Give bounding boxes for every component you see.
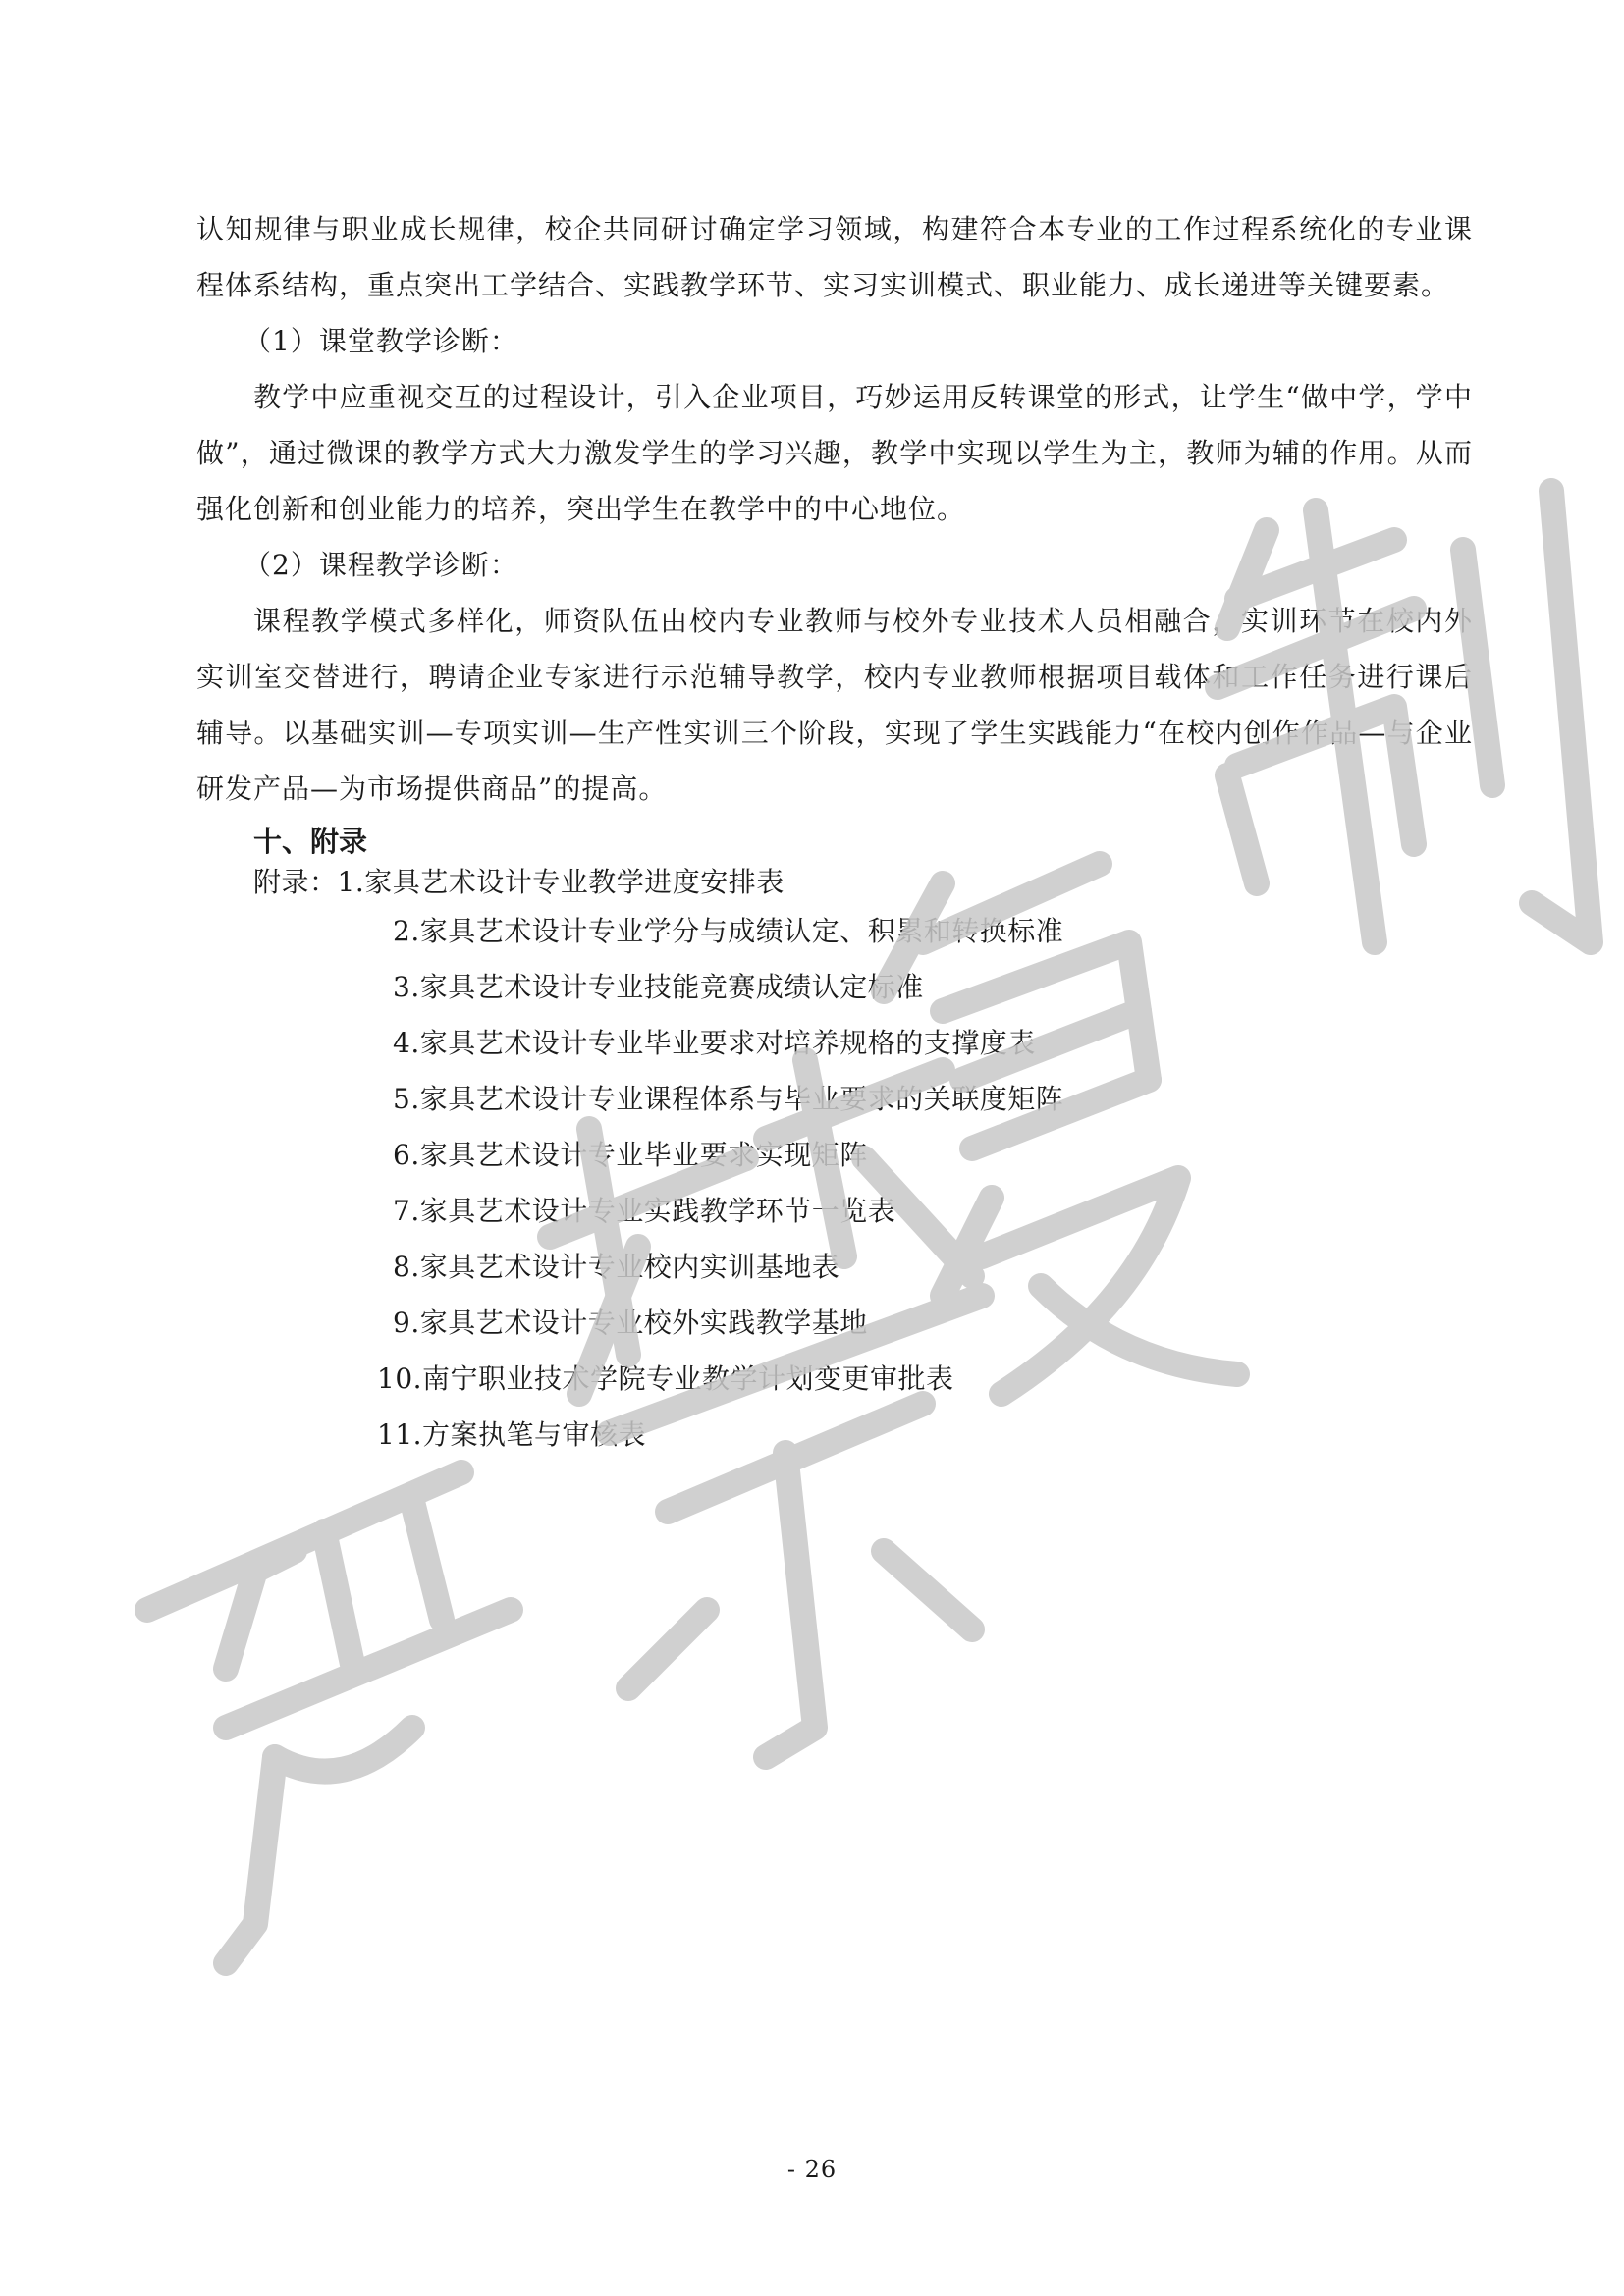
appendix-item: 4.家具艺术设计专业毕业要求对培养规格的支撑度表	[393, 1027, 1036, 1059]
appendix-list	[253, 862, 1473, 1463]
appendix-item: 3.家具艺术设计专业技能竞赛成绩认定标准	[393, 971, 924, 1003]
section-body-course: 课程教学模式多样化，师资队伍由校内专业教师与校外专业技术人员相融合，实训环节在校内外实训室交替进行，聘请企业专家进行示范辅导教学，校内专业教师根据项目载体和工作任务进行课后辅导。以基础实训—专项实训—生产性实训三个阶段，实现了学生实践能力“在校内创作作品—与企业研发产品—为市场提供商品”的提高。	[196, 605, 1473, 805]
intro-paragraph: 认知规律与职业成长规律，校企共同研讨确定学习领域，构建符合本专业的工作过程系统化的专业课程体系结构，重点突出工学结合、实践教学环节、实习实训模式、职业能力、成长递进等关键要素。	[196, 213, 1473, 301]
appendix-item: 7.家具艺术设计专业实践教学环节一览表	[393, 1195, 896, 1227]
body-text	[196, 201, 1473, 1463]
appendix-item: 2.家具艺术设计专业学分与成绩认定、积累和转换标准	[393, 915, 1064, 947]
section-title-classroom: （1）课堂教学诊断：	[244, 325, 518, 357]
appendix-item: 6.家具艺术设计专业毕业要求实现矩阵	[393, 1139, 868, 1171]
appendix-item: 附录：1.家具艺术设计专业教学进度安排表	[253, 866, 785, 898]
appendix-item: 5.家具艺术设计专业课程体系与毕业要求的关联度矩阵	[393, 1083, 1064, 1115]
appendix-item: 11.方案执笔与审核表	[377, 1418, 647, 1451]
section-body-classroom: 教学中应重视交互的过程设计，引入企业项目，巧妙运用反转课堂的形式，让学生“做中学，学中做”，通过微课的教学方式大力激发学生的学习兴趣，教学中实现以学生为主，教师为辅的作用。从而强化创新和创业能力的培养，突出学生在教学中的中心地位。	[196, 381, 1473, 525]
page-number: - 26	[786, 2156, 838, 2183]
appendix-heading: 十、附录	[253, 825, 368, 858]
appendix-list-wrapper	[196, 862, 1473, 1463]
appendix-item: 10.南宁职业技术学院专业教学计划变更审批表	[377, 1362, 954, 1395]
appendix-item: 8.家具艺术设计专业校内实训基地表	[393, 1251, 840, 1283]
section-title-course: （2）课程教学诊断：	[244, 549, 518, 581]
watermark-glyph-1	[147, 1472, 511, 1963]
appendix-item: 9.家具艺术设计专业校外实践教学基地	[393, 1307, 868, 1339]
